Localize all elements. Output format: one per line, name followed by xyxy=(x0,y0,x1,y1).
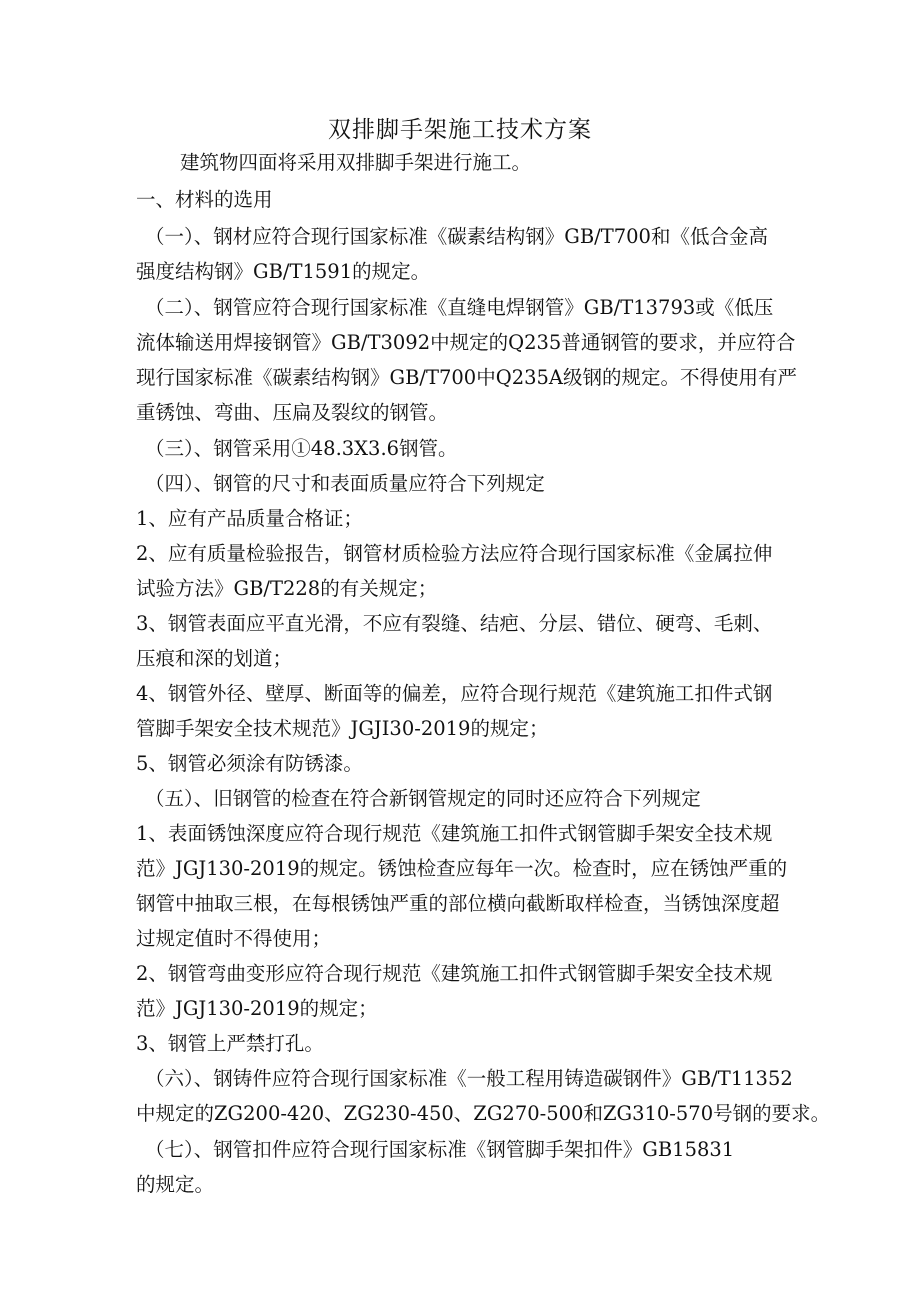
list-item: 2、应有质量检验报告，钢管材质检验方法应符合现行国家标准《金属拉伸 xyxy=(136,542,773,565)
list-item: 1、应有产品质量合格证； xyxy=(136,507,363,530)
paragraph-line: （六）、钢铸件应符合现行国家标准《一般工程用铸造碳钢件》GB/T11352 xyxy=(145,1067,793,1090)
paragraph-line: （四）、钢管的尺寸和表面质量应符合下列规定 xyxy=(145,472,545,495)
list-item: 管脚手架安全技术规范》JGJI30-2019的规定； xyxy=(136,717,549,740)
list-item: 4、钢管外径、壁厚、断面等的偏差，应符合现行规范《建筑施工扣件式钢 xyxy=(136,682,773,705)
list-item: 过规定值时不得使用； xyxy=(136,927,332,950)
list-item: 试验方法》GB/T228的有关规定； xyxy=(136,577,438,600)
paragraph-line: 重锈蚀、弯曲、压扁及裂纹的钢管。 xyxy=(136,401,449,424)
list-item: 3、钢管表面应平直光滑，不应有裂缝、结疤、分层、错位、硬弯、毛刺、 xyxy=(136,612,773,635)
list-item: 压痕和深的划道； xyxy=(136,647,293,670)
paragraph-line: 的规定。 xyxy=(136,1173,215,1196)
paragraph-line: 中规定的ZG200-420、ZG230-450、ZG270-500和ZG310-570号钢的要求。 xyxy=(136,1102,831,1125)
document-title: 双排脚手架施工技术方案 xyxy=(328,117,592,143)
paragraph-line: （七）、钢管扣件应符合现行国家标准《钢管脚手架扣件》GB15831 xyxy=(145,1138,735,1161)
paragraph-line: 强度结构钢》GB/T1591的规定。 xyxy=(136,260,431,283)
paragraph-line: （二）、钢管应符合现行国家标准《直缝电焊钢管》GB/T13793或《低压 xyxy=(145,296,774,319)
paragraph-line: 流体输送用焊接钢管》GB/T3092中规定的Q235普通钢管的要求，并应符合 xyxy=(136,331,796,354)
list-item: 3、钢管上严禁打孔。 xyxy=(136,1032,324,1055)
list-item: 5、钢管必须涂有防锈漆。 xyxy=(136,752,363,775)
paragraph-line: （一）、钢材应符合现行国家标准《碳素结构钢》GB/T700和《低合金高 xyxy=(145,225,768,248)
paragraph-line: 现行国家标准《碳素结构钢》GB/T700中Q235A级钢的规定。不得使用有严 xyxy=(136,366,797,389)
list-item: 1、表面锈蚀深度应符合现行规范《建筑施工扣件式钢管脚手架安全技术规 xyxy=(136,822,773,845)
paragraph-line: （五）、旧钢管的检查在符合新钢管规定的同时还应符合下列规定 xyxy=(145,787,701,810)
list-item: 钢管中抽取三根，在每根锈蚀严重的部位横向截断取样检查，当锈蚀深度超 xyxy=(136,892,780,915)
intro-paragraph: 建筑物四面将采用双排脚手架进行施工。 xyxy=(180,151,532,174)
list-item: 2、钢管弯曲变形应符合现行规范《建筑施工扣件式钢管脚手架安全技术规 xyxy=(136,962,773,985)
list-item: 范》JGJ130-2019的规定。锈蚀检查应每年一次。检查时，应在锈蚀严重的 xyxy=(136,857,788,880)
section-heading: 一、材料的选用 xyxy=(136,188,273,211)
list-item: 范》JGJ130-2019的规定； xyxy=(136,997,378,1020)
paragraph-line: （三）、钢管采用①48.3X3.6钢管。 xyxy=(145,437,458,460)
